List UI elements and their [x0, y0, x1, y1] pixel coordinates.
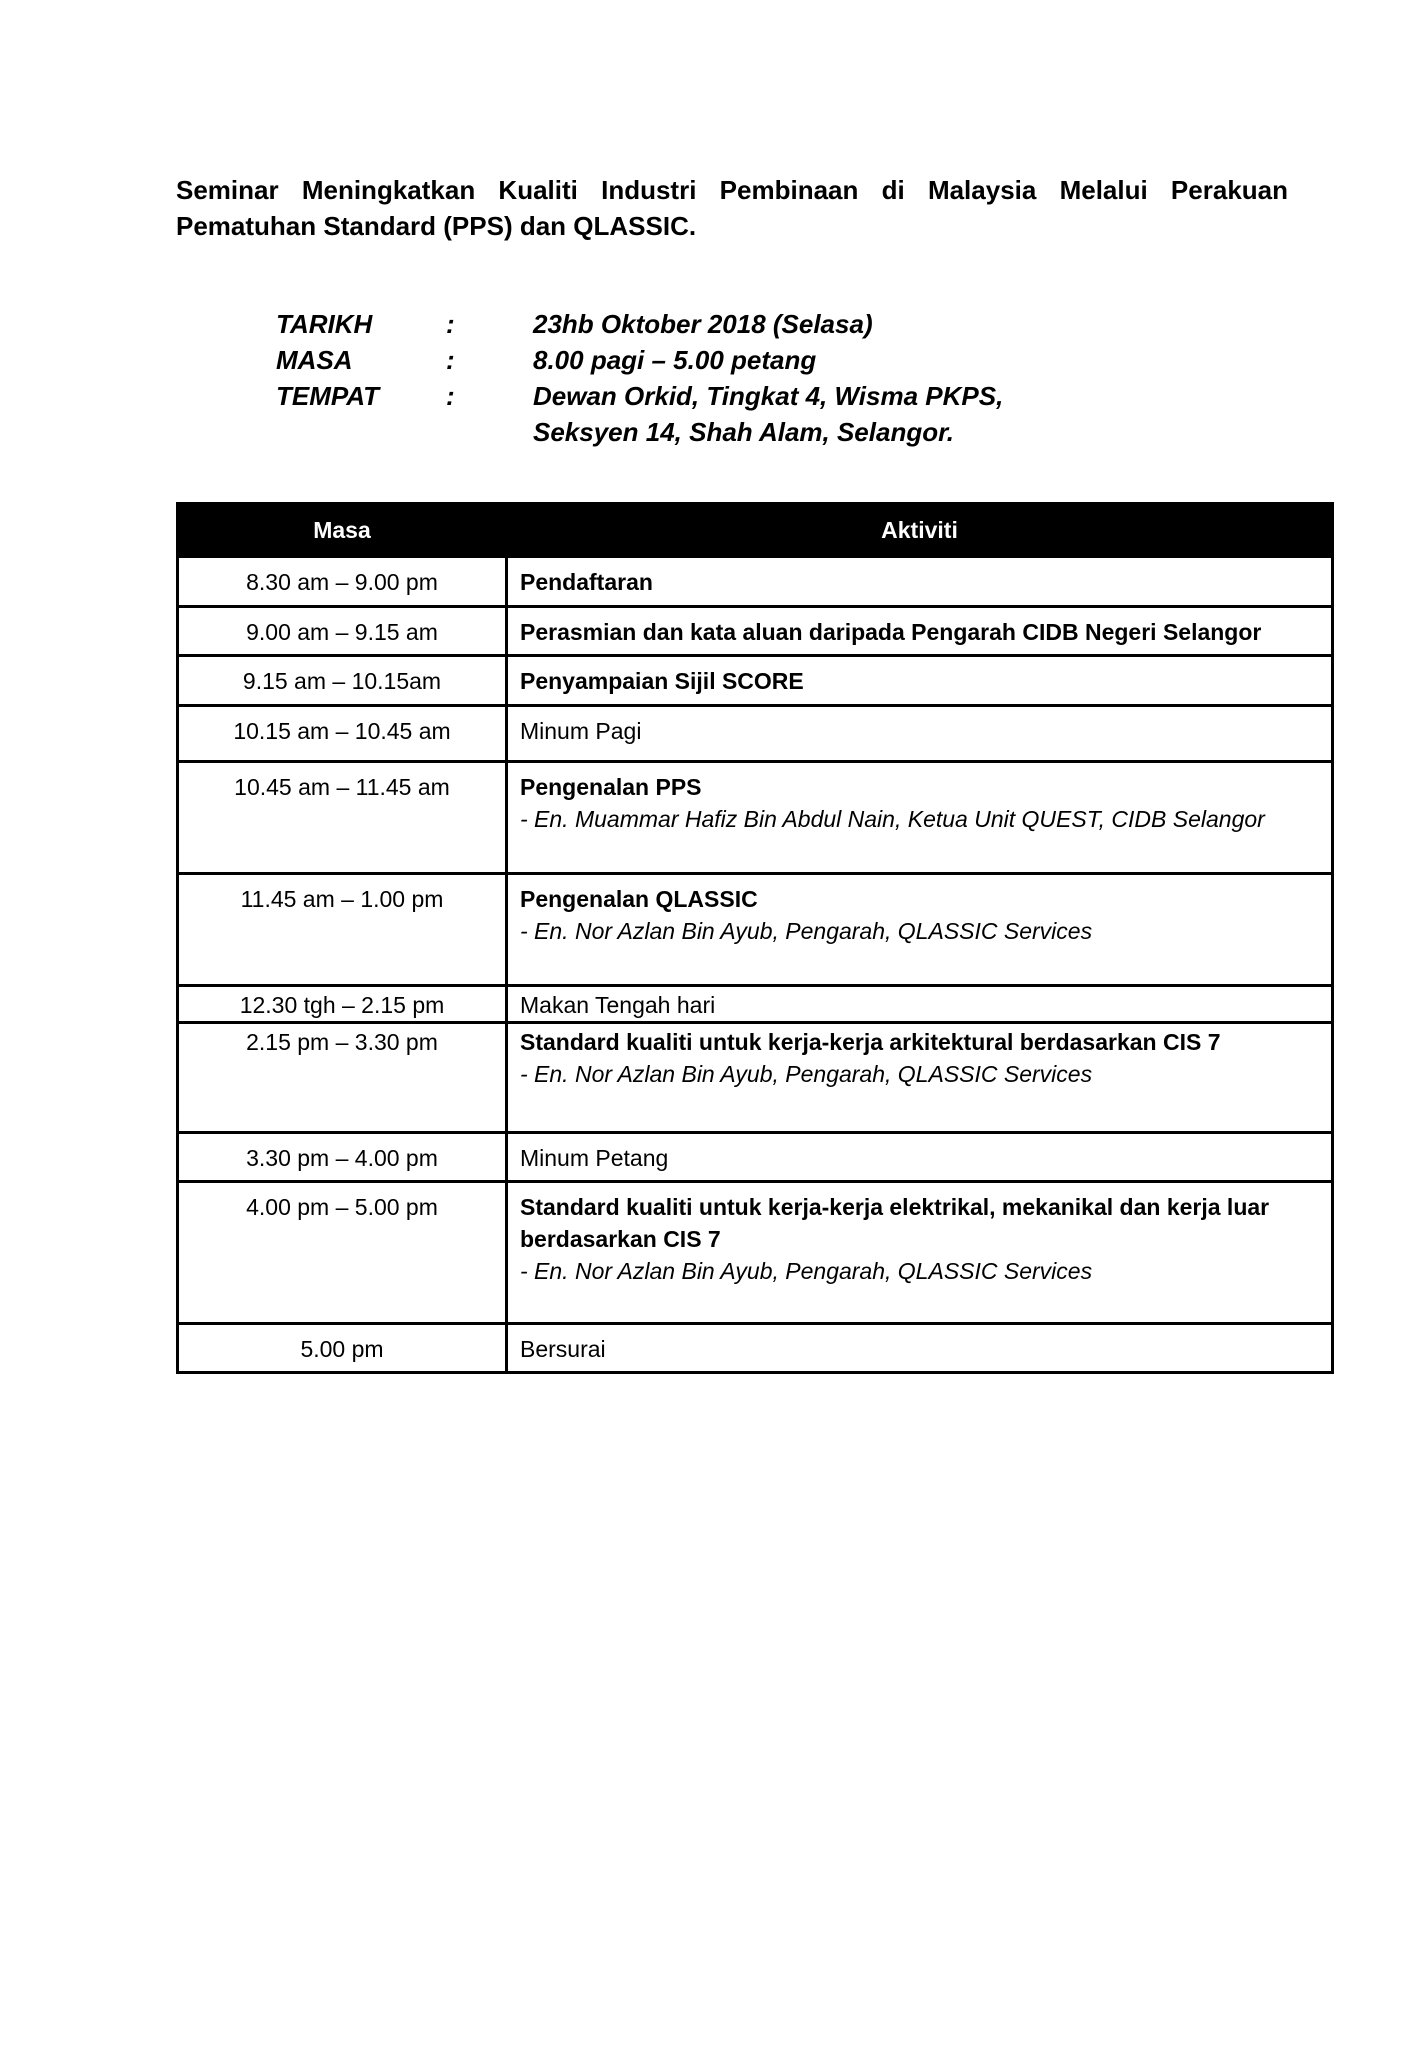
table-row — [178, 1182, 1333, 1324]
time-cell: 9.00 am – 9.15 am — [178, 607, 507, 656]
time-cell: 9.15 am – 10.15am — [178, 656, 507, 706]
time-cell: 10.15 am – 10.45 am — [178, 706, 507, 762]
time-cell: 4.00 pm – 5.00 pm — [178, 1182, 507, 1324]
table-row — [178, 762, 1333, 874]
table-row — [178, 1023, 1333, 1133]
table-row — [178, 607, 1333, 656]
activity-title: Minum Petang — [520, 1145, 669, 1171]
activity-title: Pendaftaran — [520, 569, 653, 595]
activity-cell — [507, 1182, 1333, 1324]
activity-cell — [507, 656, 1333, 706]
time-cell: 2.15 pm – 3.30 pm — [178, 1023, 507, 1133]
time-cell: 8.30 am – 9.00 pm — [178, 557, 507, 607]
activity-title: Perasmian dan kata aluan daripada Pengarah CIDB Negeri Selangor — [520, 619, 1262, 645]
activity-title: Pengenalan PPS — [520, 774, 702, 800]
time-cell: 3.30 pm – 4.00 pm — [178, 1133, 507, 1182]
info-value-time: 8.00 pagi – 5.00 petang — [533, 345, 817, 375]
schedule-table — [176, 502, 1334, 1374]
table-row — [178, 874, 1333, 986]
activity-cell — [507, 986, 1333, 1023]
activity-cell — [507, 874, 1333, 986]
info-value-venue — [533, 378, 1133, 450]
column-header-activity: Aktiviti — [507, 504, 1333, 557]
table-row — [178, 1133, 1333, 1182]
info-colon: : — [446, 345, 455, 375]
activity-title: Standard kualiti untuk kerja-kerja elektrikal, mekanikal dan kerja luar berdasarkan CIS 7 — [520, 1194, 1270, 1252]
info-value-venue-line1: Dewan Orkid, Tingkat 4, Wisma PKPS, — [533, 381, 1004, 411]
schedule-header-row — [178, 504, 1333, 557]
activity-speaker: - En. Nor Azlan Bin Ayub, Pengarah, QLASSIC Services — [520, 1061, 1093, 1087]
activity-cell — [507, 557, 1333, 607]
activity-title: Makan Tengah hari — [520, 992, 716, 1018]
table-row — [178, 986, 1333, 1023]
table-row — [178, 706, 1333, 762]
activity-cell — [507, 706, 1333, 762]
info-row-date — [276, 306, 1133, 342]
info-label-date: TARIKH — [276, 309, 373, 339]
activity-cell — [507, 762, 1333, 874]
activity-speaker: - En. Muammar Hafiz Bin Abdul Nain, Ketua Unit QUEST, CIDB Selangor — [520, 806, 1265, 832]
info-label-time: MASA — [276, 345, 353, 375]
info-colon: : — [446, 381, 455, 411]
activity-title: Minum Pagi — [520, 718, 642, 744]
document-title: Seminar Meningkatkan Kualiti Industri Pembinaan di Malaysia Melalui Perakuan Pematuhan Standard (PPS) dan QLASSIC. — [176, 175, 1288, 241]
info-row-venue — [276, 378, 1133, 450]
activity-title: Pengenalan QLASSIC — [520, 886, 758, 912]
event-info — [276, 306, 1133, 450]
info-value-venue-line2: Seksyen 14, Shah Alam, Selangor. — [533, 417, 955, 447]
info-label-venue: TEMPAT — [276, 381, 380, 411]
info-row-time — [276, 342, 1133, 378]
table-row — [178, 557, 1333, 607]
activity-cell — [507, 607, 1333, 656]
activity-cell — [507, 1324, 1333, 1373]
activity-title: Penyampaian Sijil SCORE — [520, 668, 804, 694]
activity-speaker: - En. Nor Azlan Bin Ayub, Pengarah, QLASSIC Services — [520, 918, 1093, 944]
column-header-time: Masa — [178, 504, 507, 557]
table-row — [178, 1324, 1333, 1373]
activity-speaker: - En. Nor Azlan Bin Ayub, Pengarah, QLASSIC Services — [520, 1258, 1093, 1284]
info-value-date: 23hb Oktober 2018 (Selasa) — [533, 309, 873, 339]
time-cell: 5.00 pm — [178, 1324, 507, 1373]
activity-cell — [507, 1133, 1333, 1182]
activity-cell — [507, 1023, 1333, 1133]
time-cell: 12.30 tgh – 2.15 pm — [178, 986, 507, 1023]
activity-title: Standard kualiti untuk kerja-kerja arkitektural berdasarkan CIS 7 — [520, 1029, 1221, 1055]
table-row — [178, 656, 1333, 706]
activity-title: Bersurai — [520, 1336, 606, 1362]
time-cell: 11.45 am – 1.00 pm — [178, 874, 507, 986]
info-colon: : — [446, 309, 455, 339]
time-cell: 10.45 am – 11.45 am — [178, 762, 507, 874]
